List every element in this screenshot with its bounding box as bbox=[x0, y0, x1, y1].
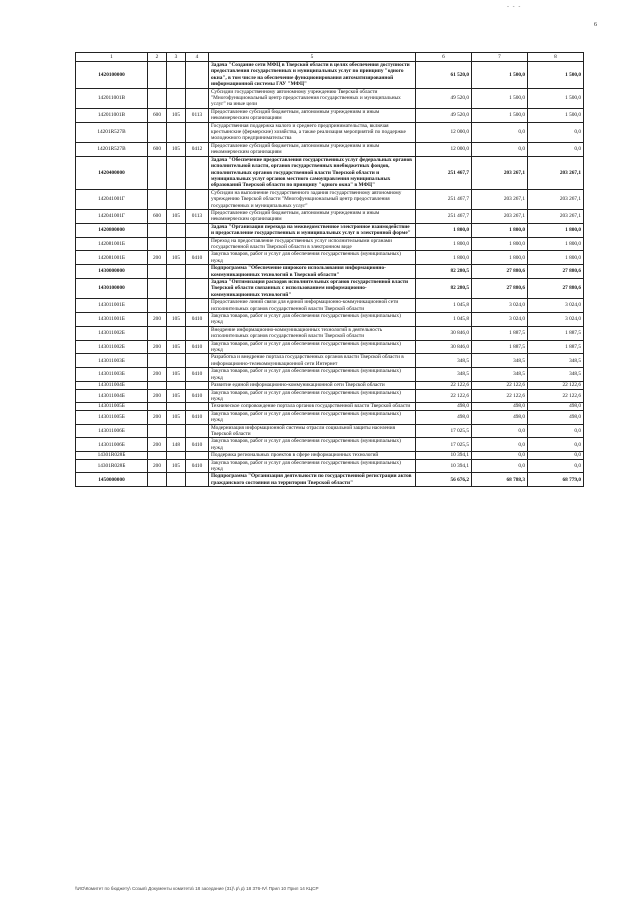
description-cell: Государственная поддержка малого и среднего предпринимательства, включая крестьянские (фермерские) хозяйства, а также реализация мероприятий по поддержке молодежного предпринимательства bbox=[209, 122, 416, 142]
expense-type-cell: 600 bbox=[148, 209, 167, 223]
description-cell: Разработка и внедрение портала государственных органов власти Тверской области в информационно-телекоммуникационной сети Интернет bbox=[209, 354, 416, 368]
section-code-cell bbox=[186, 299, 209, 313]
table-body bbox=[76, 62, 584, 487]
amount-year2-cell: 203 267,1 bbox=[472, 189, 528, 209]
admin-code-cell bbox=[167, 88, 186, 108]
description-cell: Закупка товаров, работ и услуг для обеспечения государственных (муниципальных) нужд bbox=[209, 251, 416, 265]
section-code-cell bbox=[186, 189, 209, 209]
table-row bbox=[76, 299, 584, 313]
table-row bbox=[76, 189, 584, 209]
amount-year1-cell: 22 122,6 bbox=[416, 389, 472, 403]
amount-year2-cell: 1 800,0 bbox=[472, 237, 528, 251]
amount-year3-cell: 348,5 bbox=[528, 368, 584, 382]
amount-year2-cell: 3 024,0 bbox=[472, 299, 528, 313]
amount-year2-cell: 22 122,6 bbox=[472, 382, 528, 389]
amount-year3-cell: 1 800,0 bbox=[528, 223, 584, 237]
admin-code-cell bbox=[167, 473, 186, 487]
table-row bbox=[76, 122, 584, 142]
description-cell: Подпрограмма "Обеспечение широкого использования информационно-коммуникационных технологий в Тверской области" bbox=[209, 265, 416, 279]
description-cell: Задача "Оптимизация расходов исполнительных органов государственной власти Тверской области связанных с использованием информационно-коммуникационных технологий" bbox=[209, 279, 416, 299]
classification-code-cell: 143011004Б bbox=[76, 382, 148, 389]
section-code-cell bbox=[186, 279, 209, 299]
table-row bbox=[76, 403, 584, 410]
description-cell: Закупка товаров, работ и услуг для обеспечения государственных (муниципальных) нужд bbox=[209, 340, 416, 354]
table-row bbox=[76, 326, 584, 340]
description-cell: Закупка товаров, работ и услуг для обеспечения государственных (муниципальных) нужд bbox=[209, 459, 416, 473]
amount-year3-cell: 0,0 bbox=[528, 122, 584, 142]
expense-type-cell: 200 bbox=[148, 251, 167, 265]
column-number-row bbox=[76, 53, 584, 62]
amount-year3-cell: 1 800,0 bbox=[528, 251, 584, 265]
section-code-cell bbox=[186, 473, 209, 487]
amount-year2-cell: 22 122,6 bbox=[472, 389, 528, 403]
admin-code-cell bbox=[167, 382, 186, 389]
admin-code-cell bbox=[167, 354, 186, 368]
classification-code-cell: 143011003Б bbox=[76, 354, 148, 368]
amount-year2-cell: 1 500,0 bbox=[472, 62, 528, 89]
classification-code-cell: 1430100000 bbox=[76, 279, 148, 299]
column-number: 1 bbox=[76, 53, 148, 62]
amount-year1-cell: 82 280,5 bbox=[416, 279, 472, 299]
expense-type-cell: 200 bbox=[148, 389, 167, 403]
table-row bbox=[76, 265, 584, 279]
amount-year3-cell: 27 880,6 bbox=[528, 265, 584, 279]
amount-year1-cell: 251 467,7 bbox=[416, 189, 472, 209]
amount-year2-cell: 498,0 bbox=[472, 403, 528, 410]
classification-code-cell: 143011002Б bbox=[76, 326, 148, 340]
classification-code-cell: 142011001В bbox=[76, 88, 148, 108]
classification-code-cell: 14301R028Б bbox=[76, 452, 148, 459]
classification-code-cell: 14201R527В bbox=[76, 142, 148, 156]
classification-code-cell: 1430000000 bbox=[76, 265, 148, 279]
expense-type-cell: 200 bbox=[148, 459, 167, 473]
description-cell: Закупка товаров, работ и услуг для обеспечения государственных (муниципальных) нужд bbox=[209, 410, 416, 424]
amount-year3-cell: 0,0 bbox=[528, 452, 584, 459]
classification-code-cell: 143011006Б bbox=[76, 438, 148, 452]
admin-code-cell bbox=[167, 237, 186, 251]
section-code-cell: 0410 bbox=[186, 438, 209, 452]
amount-year3-cell: 0,0 bbox=[528, 142, 584, 156]
amount-year1-cell: 22 122,6 bbox=[416, 382, 472, 389]
amount-year1-cell: 17 025,5 bbox=[416, 438, 472, 452]
amount-year1-cell: 1 800,0 bbox=[416, 223, 472, 237]
expense-type-cell: 200 bbox=[148, 410, 167, 424]
amount-year1-cell: 1 800,0 bbox=[416, 251, 472, 265]
description-cell: Субсидии государственному автономному учреждению Тверской области "Многофункциональный центр предоставления государственных и муниципальных услуг" на иные цели bbox=[209, 88, 416, 108]
admin-code-cell: 148 bbox=[167, 438, 186, 452]
description-cell: Переход на предоставление государственных услуг исполнительными органами государственной власти Тверской области в электронном виде bbox=[209, 237, 416, 251]
section-code-cell: 0113 bbox=[186, 108, 209, 122]
section-code-cell bbox=[186, 354, 209, 368]
amount-year2-cell: 0,0 bbox=[472, 142, 528, 156]
table-row bbox=[76, 438, 584, 452]
description-cell: Закупка товаров, работ и услуг для обеспечения государственных (муниципальных) нужд bbox=[209, 438, 416, 452]
table-row bbox=[76, 62, 584, 89]
classification-code-cell: 142081001Б bbox=[76, 251, 148, 265]
classification-code-cell: 1420400000 bbox=[76, 156, 148, 189]
section-code-cell: 0410 bbox=[186, 389, 209, 403]
expense-type-cell: 200 bbox=[148, 340, 167, 354]
classification-code-cell: 143011003Б bbox=[76, 368, 148, 382]
admin-code-cell: 105 bbox=[167, 368, 186, 382]
admin-code-cell: 105 bbox=[167, 340, 186, 354]
footer-path: \\ИО\Комитет по бюджету\ Созыв\ Документы комитета\ 18 заседание (31)\ р\ д\ 18 376-IV\ Прил 10 Прил 14 КЦСР bbox=[75, 886, 319, 891]
classification-code-cell: 143011005Б bbox=[76, 403, 148, 410]
expense-type-cell bbox=[148, 299, 167, 313]
amount-year2-cell: 0,0 bbox=[472, 459, 528, 473]
amount-year3-cell: 0,0 bbox=[528, 459, 584, 473]
amount-year3-cell: 68 779,0 bbox=[528, 473, 584, 487]
header-mark: - - - bbox=[507, 4, 522, 10]
amount-year2-cell: 27 880,6 bbox=[472, 279, 528, 299]
amount-year1-cell: 251 467,7 bbox=[416, 209, 472, 223]
amount-year2-cell: 0,0 bbox=[472, 452, 528, 459]
admin-code-cell: 105 bbox=[167, 389, 186, 403]
admin-code-cell bbox=[167, 279, 186, 299]
admin-code-cell: 105 bbox=[167, 251, 186, 265]
table-row bbox=[76, 424, 584, 438]
section-code-cell bbox=[186, 265, 209, 279]
description-cell: Задача "Создание сети МФЦ в Тверской области в целях обеспечения доступности предоставления государственных и муниципальных услуг по принципу "одного окна", в том числе на обеспечение функционирования автоматизированной информационной системы ГАУ "МФЦ" bbox=[209, 62, 416, 89]
column-number: 3 bbox=[167, 53, 186, 62]
amount-year3-cell: 203 267,1 bbox=[528, 209, 584, 223]
section-code-cell: 0410 bbox=[186, 368, 209, 382]
table-row bbox=[76, 368, 584, 382]
description-cell: Предоставление субсидий бюджетным, автономным учреждениям и иным некоммерческим организациям bbox=[209, 108, 416, 122]
table-row bbox=[76, 452, 584, 459]
amount-year1-cell: 30 846,0 bbox=[416, 326, 472, 340]
description-cell: Задача "Обеспечение предоставления государственных услуг федеральных органов исполнительной власти, органов государственных внебюджетных фондов, исполнительных органов государственной власти Тверской области и муниципальных услуг органов местного самоуправления муниципальных образований Тверской области по принципу "одного окна" в МФЦ" bbox=[209, 156, 416, 189]
amount-year1-cell: 348,5 bbox=[416, 368, 472, 382]
admin-code-cell: 105 bbox=[167, 313, 186, 327]
section-code-cell bbox=[186, 382, 209, 389]
expense-type-cell bbox=[148, 237, 167, 251]
section-code-cell: 0410 bbox=[186, 410, 209, 424]
description-cell: Поддержка региональных проектов в сфере информационных технологий bbox=[209, 452, 416, 459]
amount-year2-cell: 1 800,0 bbox=[472, 223, 528, 237]
table-row bbox=[76, 313, 584, 327]
expense-type-cell: 200 bbox=[148, 438, 167, 452]
expense-type-cell bbox=[148, 265, 167, 279]
table-row bbox=[76, 473, 584, 487]
expense-type-cell bbox=[148, 452, 167, 459]
amount-year3-cell: 1 500,0 bbox=[528, 62, 584, 89]
amount-year3-cell: 0,0 bbox=[528, 438, 584, 452]
amount-year3-cell: 1 887,5 bbox=[528, 340, 584, 354]
amount-year1-cell: 1 045,8 bbox=[416, 313, 472, 327]
amount-year1-cell: 348,5 bbox=[416, 354, 472, 368]
admin-code-cell bbox=[167, 62, 186, 89]
amount-year3-cell: 498,0 bbox=[528, 403, 584, 410]
amount-year1-cell: 49 520,0 bbox=[416, 108, 472, 122]
page-number: 6 bbox=[594, 22, 597, 28]
classification-code-cell: 143011004Б bbox=[76, 389, 148, 403]
admin-code-cell bbox=[167, 223, 186, 237]
amount-year3-cell: 348,5 bbox=[528, 354, 584, 368]
classification-code-cell: 143011006Б bbox=[76, 424, 148, 438]
amount-year3-cell: 0,0 bbox=[528, 424, 584, 438]
table-row bbox=[76, 237, 584, 251]
amount-year3-cell: 1 500,0 bbox=[528, 108, 584, 122]
expense-type-cell bbox=[148, 88, 167, 108]
admin-code-cell bbox=[167, 265, 186, 279]
amount-year3-cell: 203 267,1 bbox=[528, 189, 584, 209]
amount-year2-cell: 203 267,1 bbox=[472, 156, 528, 189]
admin-code-cell bbox=[167, 189, 186, 209]
column-number: 7 bbox=[472, 53, 528, 62]
classification-code-cell: 143011002Б bbox=[76, 340, 148, 354]
table-row bbox=[76, 251, 584, 265]
section-code-cell bbox=[186, 122, 209, 142]
amount-year3-cell: 3 024,0 bbox=[528, 313, 584, 327]
table-row bbox=[76, 223, 584, 237]
classification-code-cell: 143011005Б bbox=[76, 410, 148, 424]
amount-year3-cell: 3 024,0 bbox=[528, 299, 584, 313]
amount-year2-cell: 1 800,0 bbox=[472, 251, 528, 265]
admin-code-cell bbox=[167, 403, 186, 410]
section-code-cell: 0412 bbox=[186, 142, 209, 156]
table-row bbox=[76, 382, 584, 389]
description-cell: Закупка товаров, работ и услуг для обеспечения государственных (муниципальных) нужд bbox=[209, 368, 416, 382]
amount-year2-cell: 0,0 bbox=[472, 438, 528, 452]
description-cell: Подпрограмма "Организация деятельности по государственной регистрации актов гражданского состояния на территории Тверской области" bbox=[209, 473, 416, 487]
admin-code-cell bbox=[167, 326, 186, 340]
admin-code-cell: 105 bbox=[167, 459, 186, 473]
description-cell: Задача "Организация перехода на межведомственное электронное взаимодействие и предоставление государственных и муниципальных услуг в электронной форме" bbox=[209, 223, 416, 237]
classification-code-cell: 142041001Г bbox=[76, 209, 148, 223]
section-code-cell bbox=[186, 62, 209, 89]
admin-code-cell: 105 bbox=[167, 410, 186, 424]
section-code-cell bbox=[186, 223, 209, 237]
amount-year3-cell: 27 880,6 bbox=[528, 279, 584, 299]
description-cell: Внедрение информационно-коммуникационных технологий в деятельность исполнительных органов государственной власти Тверской области bbox=[209, 326, 416, 340]
amount-year3-cell: 203 267,1 bbox=[528, 156, 584, 189]
section-code-cell bbox=[186, 88, 209, 108]
amount-year1-cell: 251 467,7 bbox=[416, 156, 472, 189]
amount-year1-cell: 498,0 bbox=[416, 410, 472, 424]
amount-year2-cell: 1 887,5 bbox=[472, 326, 528, 340]
amount-year1-cell: 49 520,0 bbox=[416, 88, 472, 108]
section-code-cell bbox=[186, 403, 209, 410]
expense-type-cell bbox=[148, 382, 167, 389]
description-cell: Предоставление субсидий бюджетным, автономным учреждениям и иным некоммерческим организациям bbox=[209, 142, 416, 156]
description-cell: Закупка товаров, работ и услуг для обеспечения государственных (муниципальных) нужд bbox=[209, 313, 416, 327]
amount-year2-cell: 203 267,1 bbox=[472, 209, 528, 223]
expense-type-cell bbox=[148, 122, 167, 142]
table-row bbox=[76, 209, 584, 223]
amount-year2-cell: 348,5 bbox=[472, 368, 528, 382]
admin-code-cell: 105 bbox=[167, 209, 186, 223]
column-number: 5 bbox=[209, 53, 416, 62]
amount-year2-cell: 498,0 bbox=[472, 410, 528, 424]
expense-type-cell bbox=[148, 189, 167, 209]
table-row bbox=[76, 354, 584, 368]
description-cell: Модернизация информационной системы отрасли социальной защиты населения Тверской области bbox=[209, 424, 416, 438]
table-row bbox=[76, 108, 584, 122]
admin-code-cell bbox=[167, 122, 186, 142]
expense-type-cell bbox=[148, 223, 167, 237]
classification-code-cell: 143011001Б bbox=[76, 313, 148, 327]
admin-code-cell bbox=[167, 452, 186, 459]
expense-type-cell bbox=[148, 279, 167, 299]
amount-year2-cell: 0,0 bbox=[472, 122, 528, 142]
description-cell: Развитие единой информационно-коммуникационной сети Тверской области bbox=[209, 382, 416, 389]
amount-year3-cell: 22 122,6 bbox=[528, 389, 584, 403]
amount-year1-cell: 56 676,2 bbox=[416, 473, 472, 487]
section-code-cell: 0410 bbox=[186, 459, 209, 473]
amount-year2-cell: 1 500,0 bbox=[472, 108, 528, 122]
expense-type-cell bbox=[148, 326, 167, 340]
section-code-cell: 0410 bbox=[186, 251, 209, 265]
section-code-cell bbox=[186, 452, 209, 459]
admin-code-cell bbox=[167, 299, 186, 313]
table-row bbox=[76, 389, 584, 403]
amount-year3-cell: 1 500,0 bbox=[528, 88, 584, 108]
column-number: 2 bbox=[148, 53, 167, 62]
amount-year2-cell: 1 500,0 bbox=[472, 88, 528, 108]
amount-year2-cell: 348,5 bbox=[472, 354, 528, 368]
expense-type-cell: 200 bbox=[148, 368, 167, 382]
section-code-cell bbox=[186, 424, 209, 438]
section-code-cell: 0410 bbox=[186, 340, 209, 354]
description-cell: Техническое сопровождение портала органов государственной власти Тверской области bbox=[209, 403, 416, 410]
table-row bbox=[76, 410, 584, 424]
table-row bbox=[76, 459, 584, 473]
classification-code-cell: 142041001Г bbox=[76, 189, 148, 209]
expense-type-cell bbox=[148, 354, 167, 368]
expense-type-cell bbox=[148, 473, 167, 487]
expense-type-cell bbox=[148, 424, 167, 438]
amount-year2-cell: 27 880,6 bbox=[472, 265, 528, 279]
table-row bbox=[76, 88, 584, 108]
admin-code-cell: 105 bbox=[167, 108, 186, 122]
section-code-cell bbox=[186, 156, 209, 189]
table-row bbox=[76, 340, 584, 354]
amount-year3-cell: 1 800,0 bbox=[528, 237, 584, 251]
table-row bbox=[76, 279, 584, 299]
description-cell: Закупка товаров, работ и услуг для обеспечения государственных (муниципальных) нужд bbox=[209, 389, 416, 403]
amount-year1-cell: 61 520,0 bbox=[416, 62, 472, 89]
description-cell: Предоставление линий связи для единой информационно-коммуникационной сети исполнительных органов государственной власти Тверской области bbox=[209, 299, 416, 313]
description-cell: Предоставление субсидий бюджетным, автономным учреждениям и иным некоммерческим организациям bbox=[209, 209, 416, 223]
admin-code-cell: 105 bbox=[167, 142, 186, 156]
amount-year3-cell: 1 887,5 bbox=[528, 326, 584, 340]
amount-year3-cell: 498,0 bbox=[528, 410, 584, 424]
description-cell: Субсидии на выполнение государственного задания государственному автономному учреждению Тверской области "Многофункциональный центр предоставления государственных и муниципальных услуг" bbox=[209, 189, 416, 209]
expense-type-cell bbox=[148, 156, 167, 189]
section-code-cell bbox=[186, 237, 209, 251]
classification-code-cell: 14301R028Б bbox=[76, 459, 148, 473]
section-code-cell: 0410 bbox=[186, 313, 209, 327]
amount-year1-cell: 498,0 bbox=[416, 403, 472, 410]
column-number: 4 bbox=[186, 53, 209, 62]
classification-code-cell: 142011001В bbox=[76, 108, 148, 122]
table-row bbox=[76, 142, 584, 156]
amount-year1-cell: 1 045,8 bbox=[416, 299, 472, 313]
budget-table bbox=[75, 52, 584, 487]
classification-code-cell: 143011001Б bbox=[76, 299, 148, 313]
expense-type-cell: 600 bbox=[148, 108, 167, 122]
amount-year1-cell: 10 394,1 bbox=[416, 452, 472, 459]
classification-code-cell: 1450000000 bbox=[76, 473, 148, 487]
column-number: 6 bbox=[416, 53, 472, 62]
amount-year1-cell: 17 025,5 bbox=[416, 424, 472, 438]
amount-year2-cell: 1 887,5 bbox=[472, 340, 528, 354]
admin-code-cell bbox=[167, 156, 186, 189]
amount-year1-cell: 12 000,0 bbox=[416, 142, 472, 156]
expense-type-cell bbox=[148, 62, 167, 89]
admin-code-cell bbox=[167, 424, 186, 438]
table-row bbox=[76, 156, 584, 189]
classification-code-cell: 14201R527В bbox=[76, 122, 148, 142]
expense-type-cell: 600 bbox=[148, 142, 167, 156]
amount-year1-cell: 30 846,0 bbox=[416, 340, 472, 354]
amount-year1-cell: 1 800,0 bbox=[416, 237, 472, 251]
classification-code-cell: 1420100000 bbox=[76, 62, 148, 89]
expense-type-cell bbox=[148, 403, 167, 410]
amount-year1-cell: 82 280,5 bbox=[416, 265, 472, 279]
amount-year1-cell: 12 000,0 bbox=[416, 122, 472, 142]
section-code-cell bbox=[186, 326, 209, 340]
classification-code-cell: 142081001Б bbox=[76, 237, 148, 251]
amount-year2-cell: 68 788,3 bbox=[472, 473, 528, 487]
section-code-cell: 0113 bbox=[186, 209, 209, 223]
amount-year1-cell: 10 394,1 bbox=[416, 459, 472, 473]
amount-year2-cell: 3 024,0 bbox=[472, 313, 528, 327]
expense-type-cell: 200 bbox=[148, 313, 167, 327]
amount-year3-cell: 22 122,6 bbox=[528, 382, 584, 389]
column-number: 8 bbox=[528, 53, 584, 62]
classification-code-cell: 1420800000 bbox=[76, 223, 148, 237]
amount-year2-cell: 0,0 bbox=[472, 424, 528, 438]
